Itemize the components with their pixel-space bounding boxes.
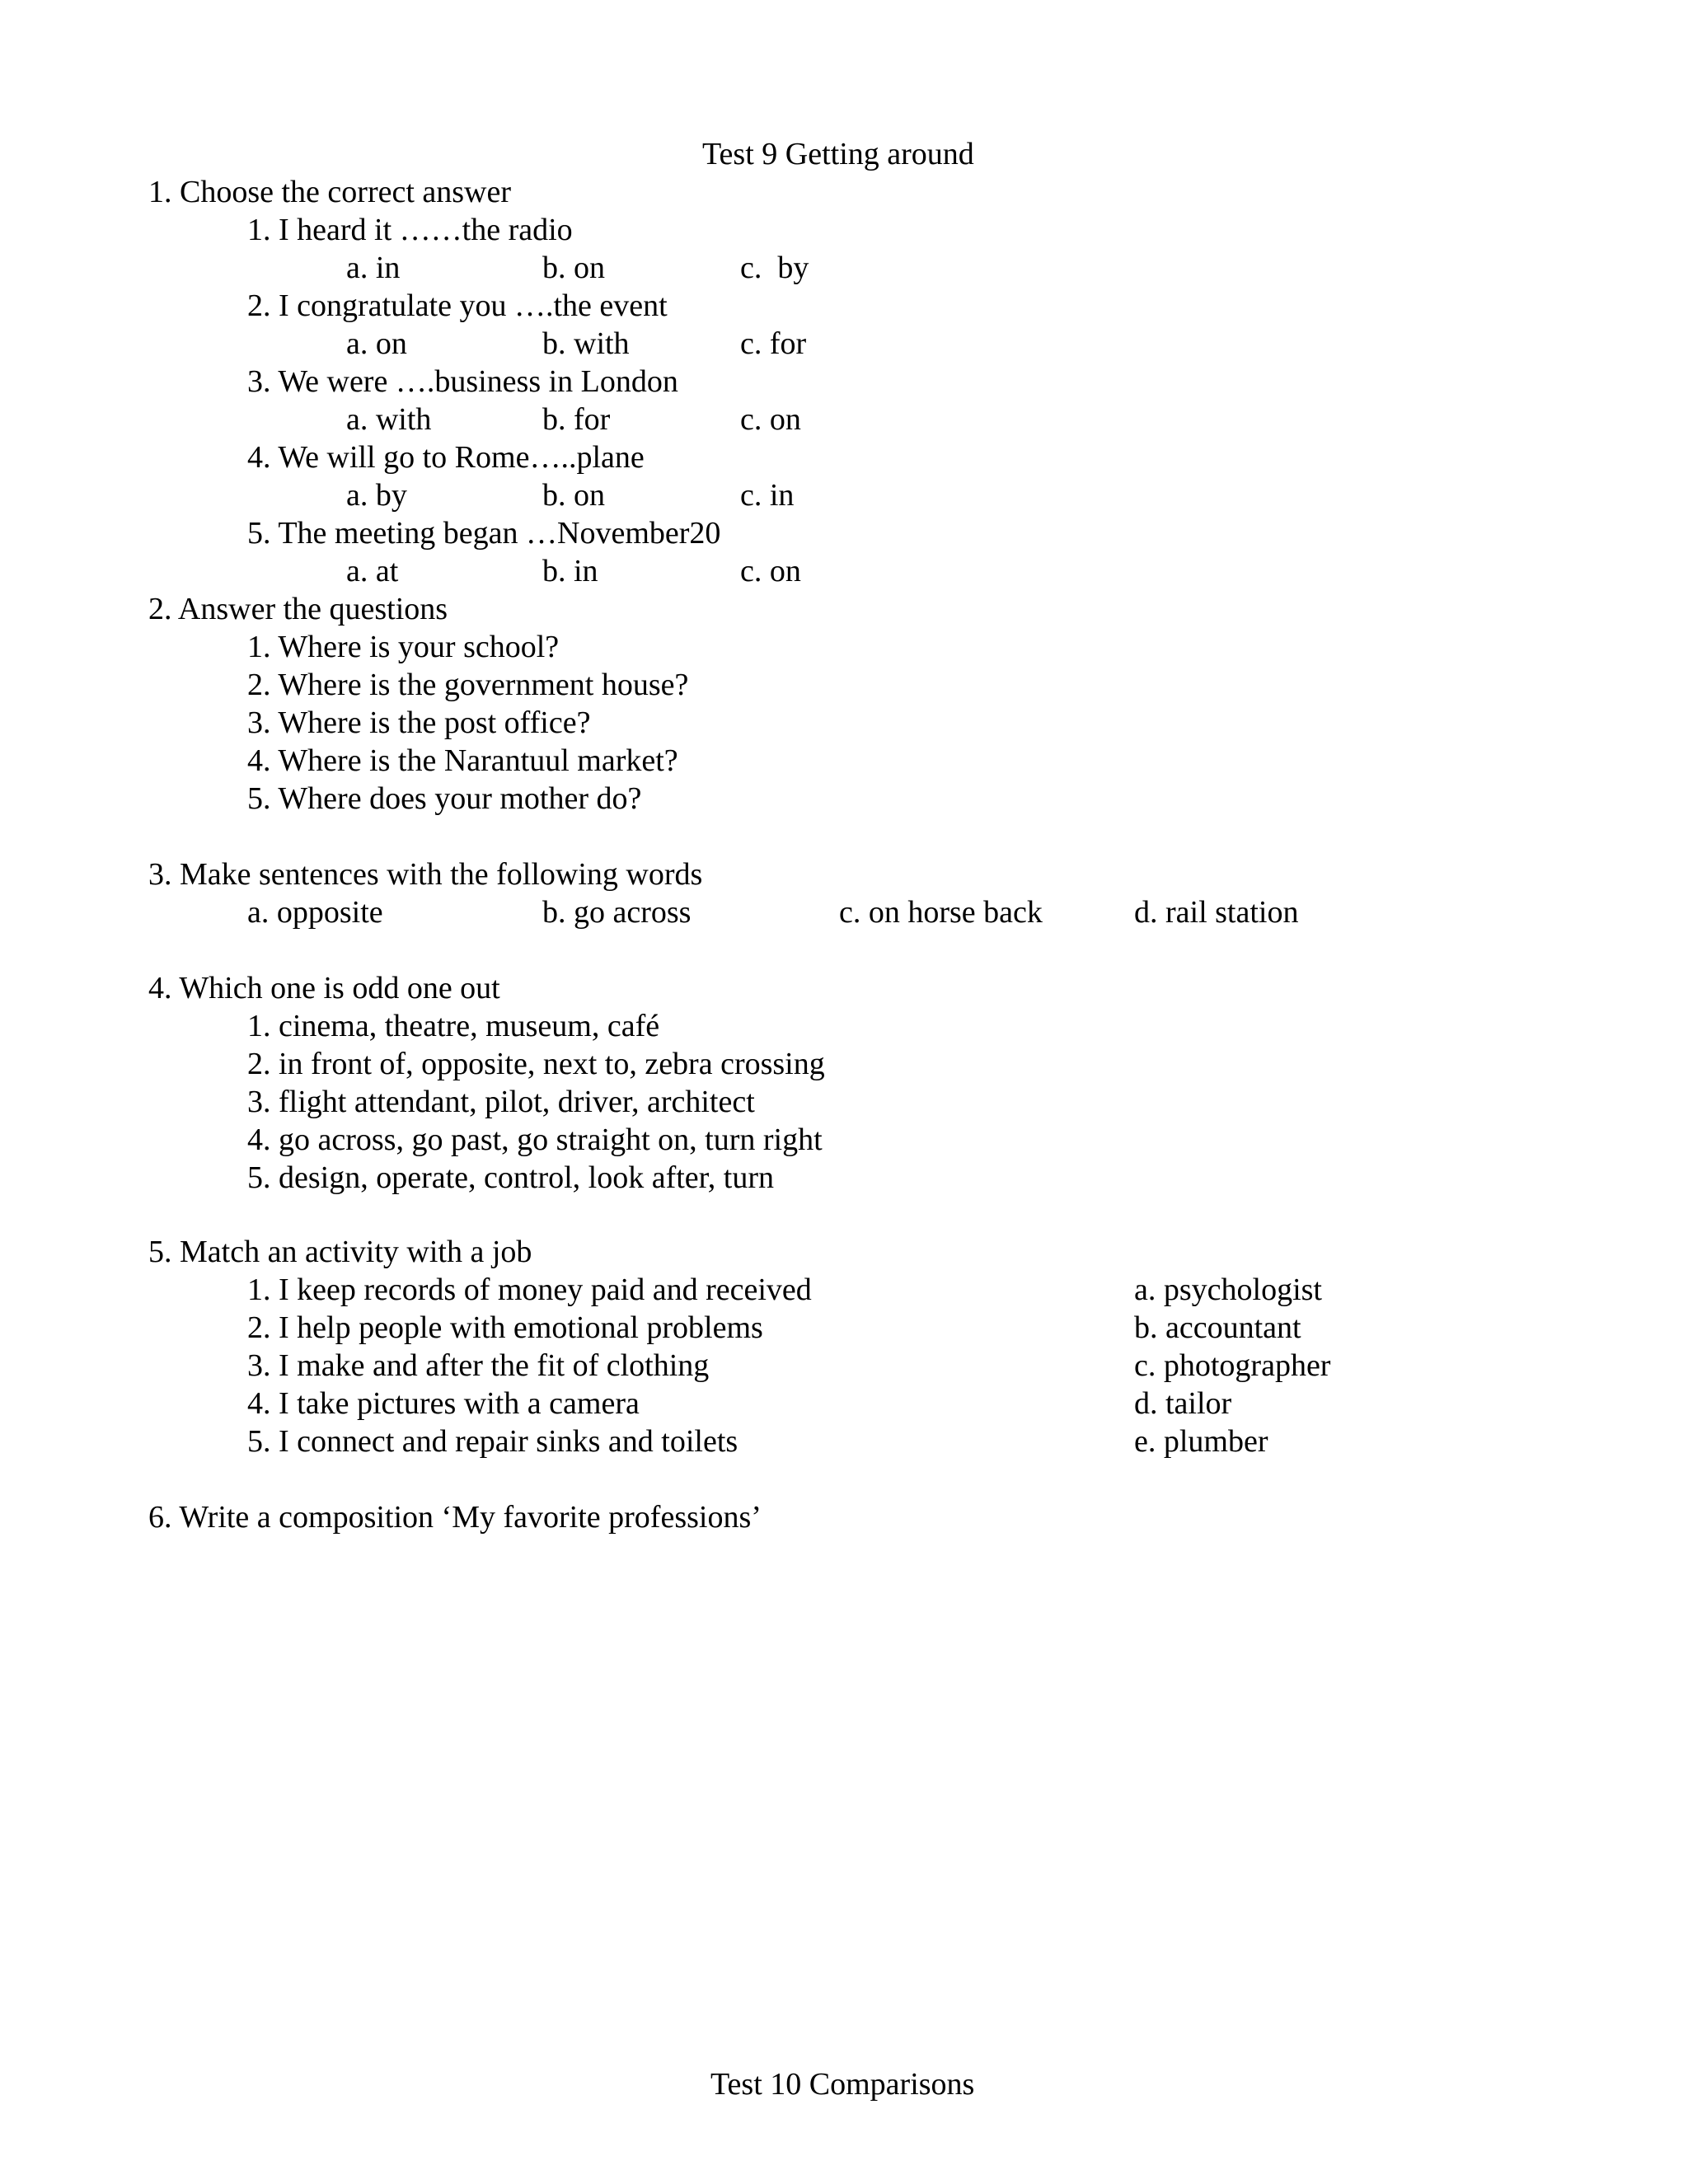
activity-item: 5. I connect and repair sinks and toilets (247, 1424, 738, 1459)
question-2-option-c: c. for (740, 326, 807, 361)
section-4-item: 1. cinema, theatre, museum, café (247, 1009, 660, 1043)
section-6-heading: 6. Write a composition ‘My favorite professions’ (148, 1500, 762, 1535)
question-1-option-b: b. on (542, 251, 605, 285)
section-4-item: 3. flight attendant, pilot, driver, architect (247, 1085, 755, 1119)
question-1-option-c: c. by (740, 251, 809, 285)
section-3-word: b. go across (542, 895, 692, 930)
activity-item: 3. I make and after the fit of clothing (247, 1348, 710, 1383)
question-2-option-a: a. on (346, 326, 407, 361)
section-1-heading: 1. Choose the correct answer (148, 175, 512, 209)
question-3: 3. We were ….business in London (247, 364, 678, 399)
section-3-word: c. on horse back (839, 895, 1043, 930)
question-5-option-a: a. at (346, 554, 399, 588)
section-3-heading: 3. Make sentences with the following words (148, 857, 703, 892)
job-item: c. photographer (1134, 1348, 1331, 1383)
section-4-item: 2. in front of, opposite, next to, zebra crossing (247, 1047, 825, 1081)
job-item: d. tailor (1134, 1386, 1232, 1421)
next-test-title: Test 10 Comparisons (710, 2067, 975, 2102)
test-title: Test 9 Getting around (702, 137, 974, 171)
question-5: 5. The meeting began …November20 (247, 516, 721, 551)
question-2-option-b: b. with (542, 326, 630, 361)
section-4-heading: 4. Which one is odd one out (148, 971, 500, 1005)
section-4-item: 4. go across, go past, go straight on, turn right (247, 1122, 823, 1157)
activity-item: 4. I take pictures with a camera (247, 1386, 640, 1421)
question-5-option-c: c. on (740, 554, 801, 588)
job-item: b. accountant (1134, 1310, 1301, 1345)
job-item: a. psychologist (1134, 1272, 1322, 1307)
question-1-option-a: a. in (346, 251, 401, 285)
section-2-item: 4. Where is the Narantuul market? (247, 743, 678, 778)
section-4-item: 5. design, operate, control, look after, turn (247, 1160, 775, 1195)
section-3-word: a. opposite (247, 895, 383, 930)
question-1: 1. I heard it ……the radio (247, 213, 573, 247)
question-3-option-c: c. on (740, 402, 801, 437)
section-2-item: 3. Where is the post office? (247, 705, 591, 740)
question-5-option-b: b. in (542, 554, 598, 588)
question-3-option-b: b. for (542, 402, 611, 437)
question-2: 2. I congratulate you ….the event (247, 288, 668, 323)
section-2-item: 2. Where is the government house? (247, 668, 689, 702)
job-item: e. plumber (1134, 1424, 1268, 1459)
section-2-item: 1. Where is your school? (247, 630, 560, 664)
question-3-option-a: a. with (346, 402, 432, 437)
question-4-option-c: c. in (740, 478, 795, 513)
section-3-word: d. rail station (1134, 895, 1299, 930)
section-2-heading: 2. Answer the questions (148, 592, 448, 626)
activity-item: 2. I help people with emotional problems (247, 1310, 763, 1345)
activity-item: 1. I keep records of money paid and received (247, 1272, 812, 1307)
section-5-heading: 5. Match an activity with a job (148, 1235, 532, 1269)
question-4: 4. We will go to Rome…..plane (247, 440, 645, 475)
section-2-item: 5. Where does your mother do? (247, 781, 642, 816)
question-4-option-a: a. by (346, 478, 407, 513)
question-4-option-b: b. on (542, 478, 605, 513)
